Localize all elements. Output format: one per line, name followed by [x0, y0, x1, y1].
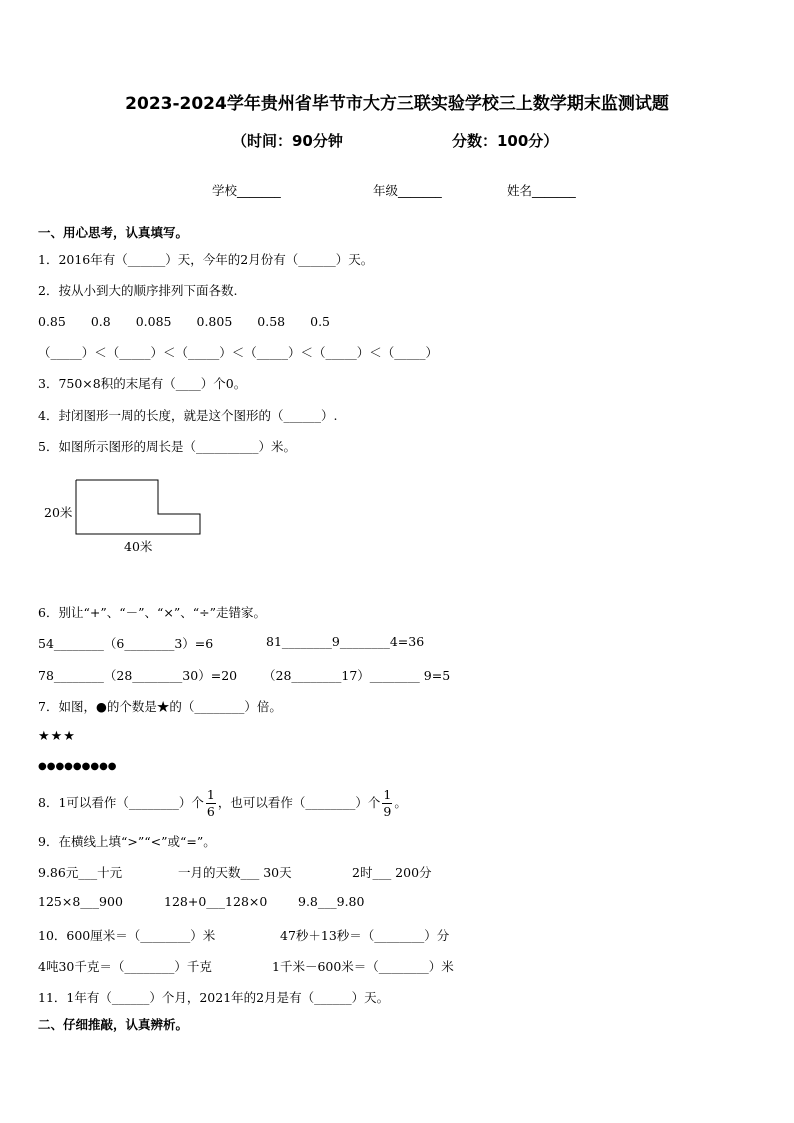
- exam-score: 分数：100分）: [452, 132, 559, 150]
- fraction-2-denominator: 9: [383, 804, 392, 819]
- question-6-row1-left: 54________（6________3）=6: [38, 636, 214, 651]
- fraction-one-ninth: [382, 786, 392, 819]
- school-field: 学校_______: [212, 183, 281, 198]
- fraction-one-sixth: [206, 786, 216, 819]
- question-4: 4．封闭图形一周的长度，就是这个图形的（______）.: [38, 408, 338, 423]
- fraction-2-numerator: 1: [382, 789, 392, 805]
- question-9-r1c1: 9.86元___十元: [38, 865, 123, 880]
- section-1-title: 一、用心思考，认真填写。: [38, 225, 189, 240]
- fraction-1-denominator: 6: [206, 804, 215, 819]
- l-shape-figure: [70, 474, 210, 536]
- question-5: 5．如图所示图形的周长是（__________）米。: [38, 439, 296, 454]
- question-9-r2c1: 125×8___900: [38, 894, 123, 909]
- question-9-r2c3: 9.8___9.80: [298, 894, 365, 909]
- question-9-r2c2: 128+0___128×0: [164, 894, 268, 909]
- question-10-r1c1: 10．600厘米＝（________）米: [38, 928, 216, 943]
- question-6-row2-right: （28________17）________ 9=5: [263, 668, 451, 683]
- question-10-r2c1: 4吨30千克＝（________）千克: [38, 959, 212, 974]
- fraction-1-numerator: 1: [206, 789, 216, 805]
- star-glyphs: ★★★: [38, 729, 76, 744]
- name-field: 姓名_______: [507, 183, 576, 198]
- question-8-part2: ，也可以看作（________）个: [217, 795, 381, 810]
- page-title: 2023-2024学年贵州省毕节市大方三联实验学校三上数学期末监测试题: [125, 94, 669, 114]
- question-9: 9．在横线上填“>”“<”或“=”。: [38, 834, 216, 849]
- question-2-numbers: 0.85 0.8 0.085 0.805 0.58 0.5: [38, 314, 330, 329]
- question-2-order: （_____）＜（_____）＜（_____）＜（_____）＜（_____）＜（_____）: [38, 345, 439, 360]
- question-9-r1c3: 2时___ 200分: [352, 865, 432, 880]
- question-10-r2c2: 1千米－600米＝（________）米: [272, 959, 454, 974]
- figure-height-label: 20米: [44, 505, 73, 520]
- figure-width-label: 40米: [124, 539, 153, 554]
- question-11: 11．1年有（______）个月，2021年的2月是有（______）天。: [38, 990, 390, 1005]
- question-10-r1c2: 47秒＋13秒＝（________）分: [280, 928, 450, 943]
- question-8-part3: 。: [394, 795, 407, 810]
- section-2-title: 二、仔细推敲，认真辨析。: [38, 1017, 189, 1032]
- question-9-r1c2: 一月的天数___ 30天: [178, 865, 292, 880]
- question-6-row2-left: 78________（28________30）=20: [38, 668, 238, 683]
- exam-time: （时间：90分钟: [232, 132, 343, 150]
- question-2: 2．按从小到大的顺序排列下面各数.: [38, 283, 238, 298]
- question-6: 6．别让“+”、“－”、“×”、“÷”走错家。: [38, 605, 266, 620]
- question-7: 7．如图，●的个数是★的（________）倍。: [38, 699, 282, 714]
- question-8: [38, 784, 407, 822]
- question-6-row1-right: 81________9________4=36: [266, 634, 425, 649]
- grade-field: 年级_______: [373, 183, 442, 198]
- dot-glyphs: ●●●●●●●●●: [38, 761, 117, 772]
- question-8-part1: 8．1可以看作（________）个: [38, 795, 204, 810]
- question-1: 1．2016年有（______）天，今年的2月份有（______）天。: [38, 252, 374, 267]
- question-3: 3．750×8积的末尾有（____）个0。: [38, 376, 247, 391]
